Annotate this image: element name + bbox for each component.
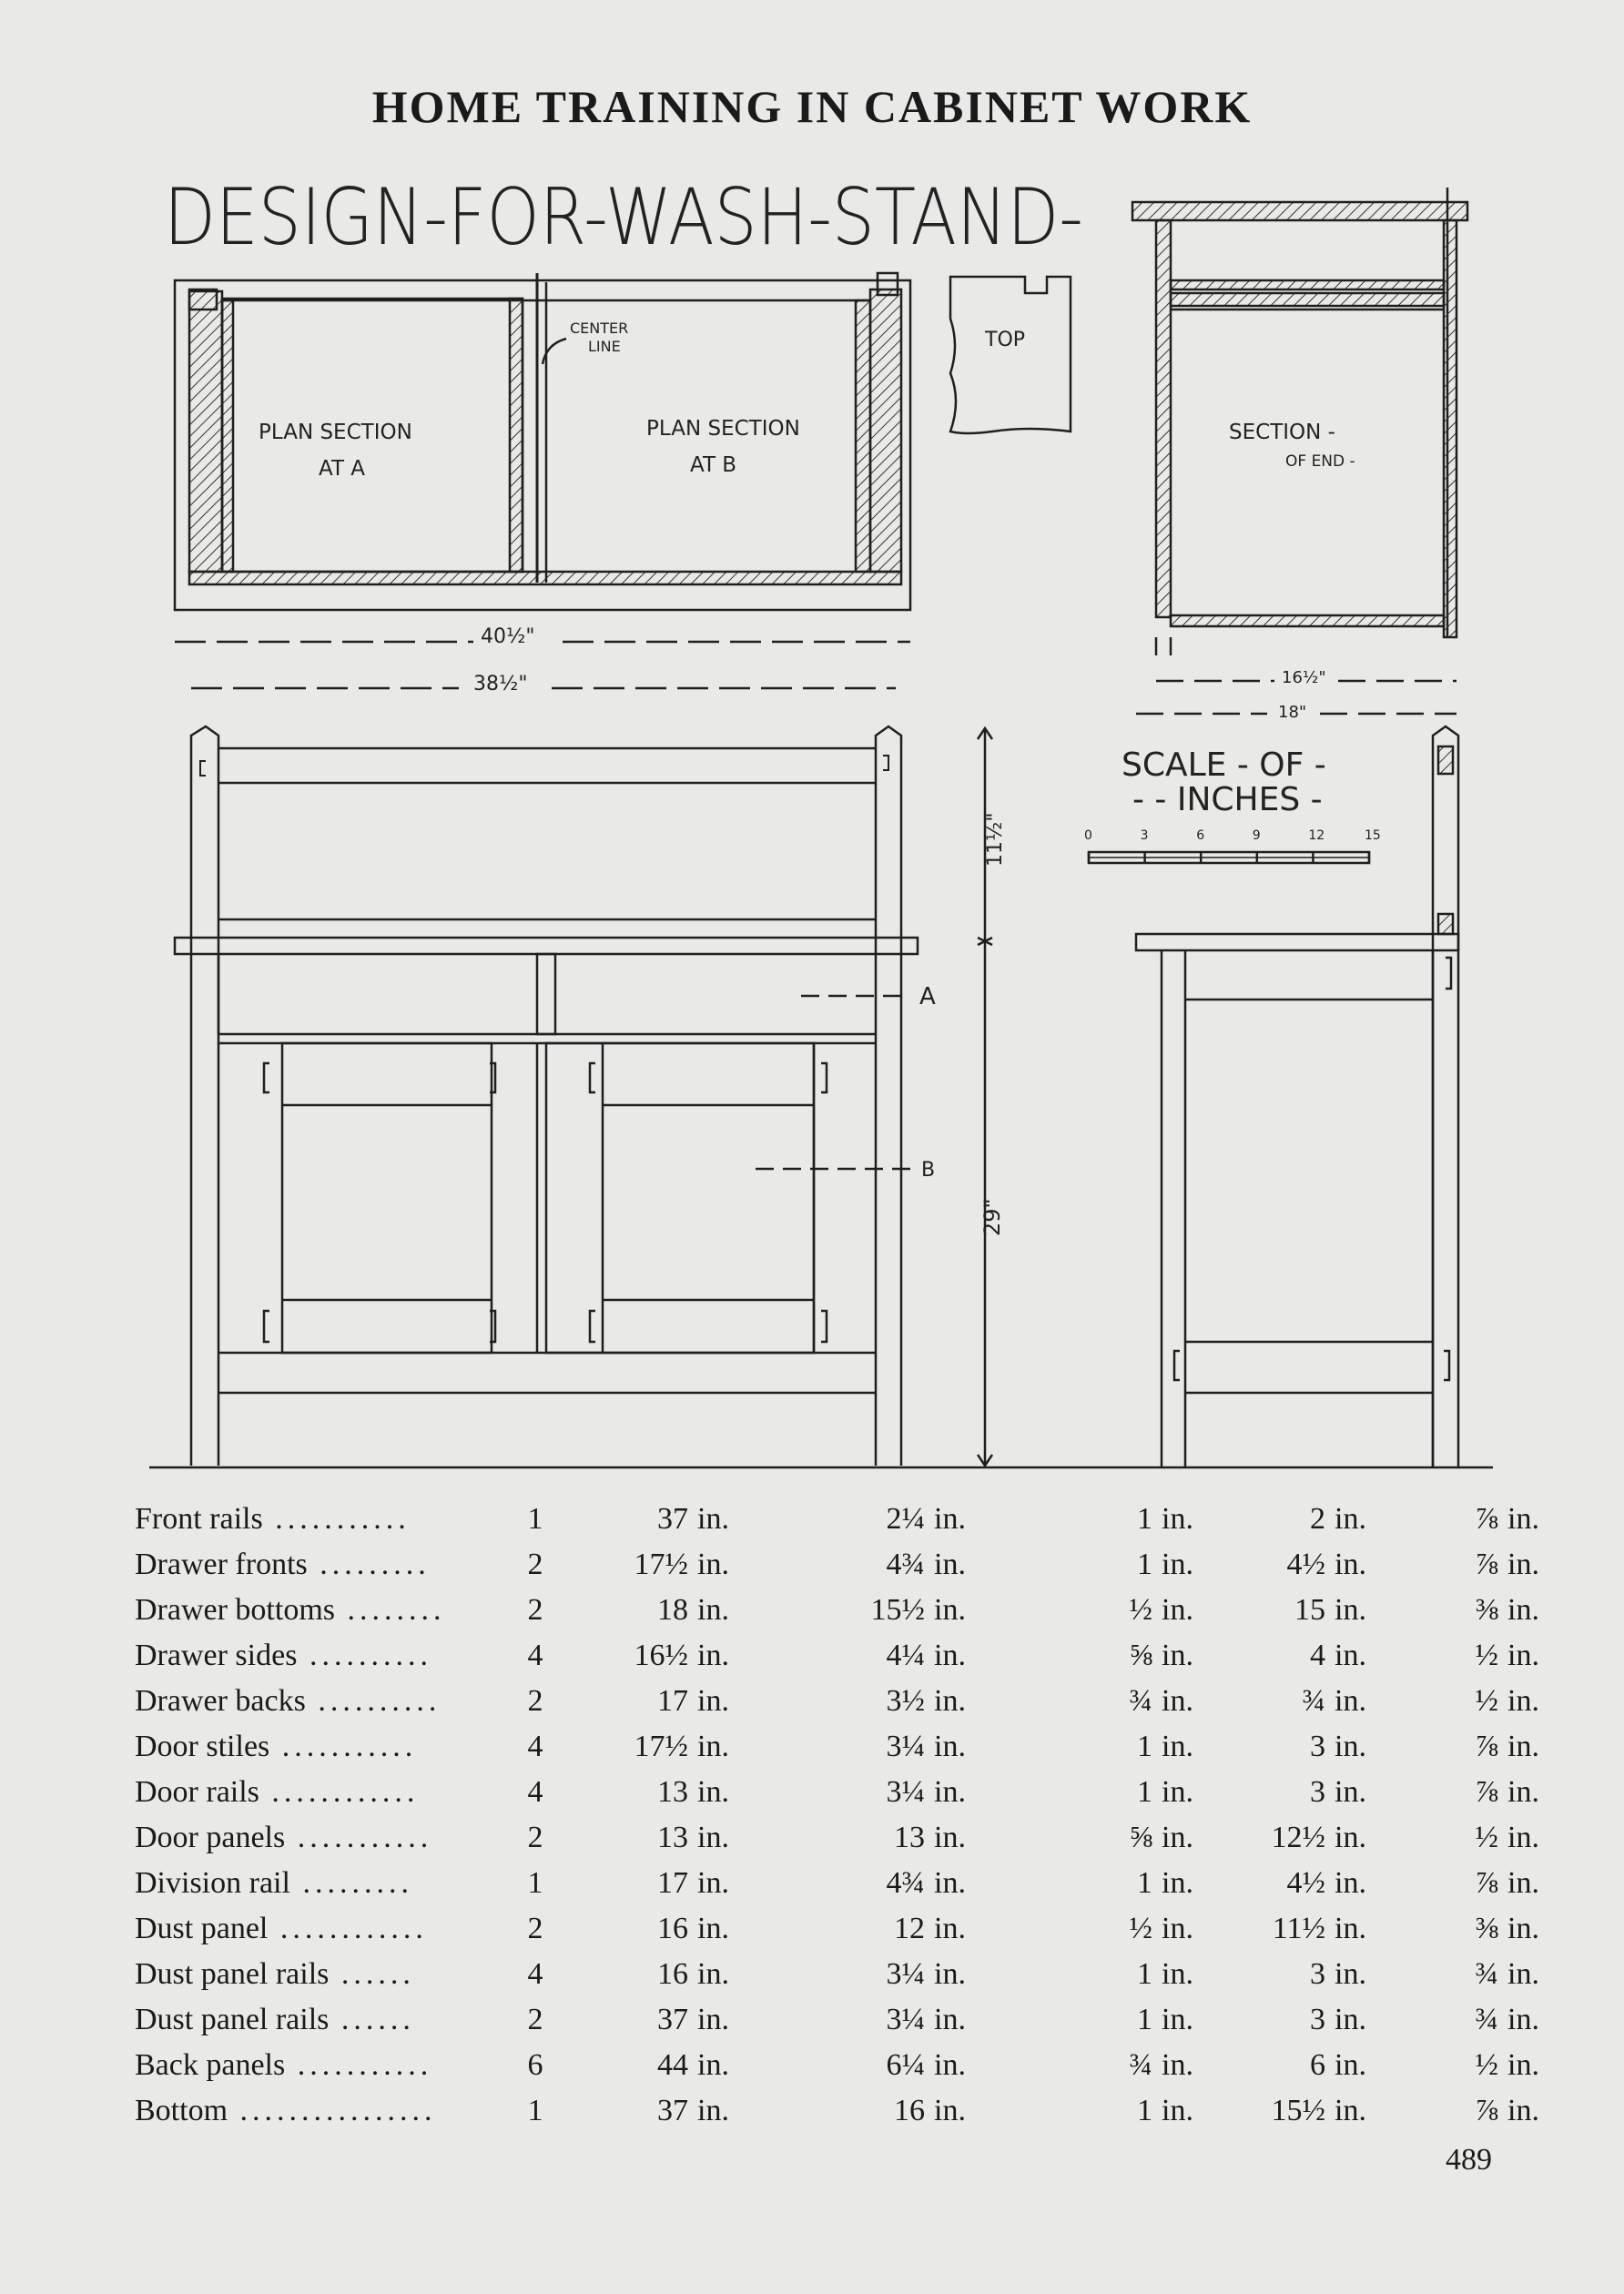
spacer: [553, 1861, 608, 1906]
unit-label: in.: [934, 1502, 966, 1536]
unit-label: in.: [697, 1821, 729, 1854]
part-thickness: 1: [1137, 1502, 1152, 1536]
section-label-sub: OF END -: [1285, 452, 1355, 471]
center-line-label-2: LINE: [588, 338, 621, 355]
unit-label: in.: [934, 1548, 966, 1581]
table-row: [135, 1997, 1562, 2043]
part-length: 37: [657, 2094, 688, 2127]
part-thickness: 1: [1137, 1957, 1152, 1991]
part-width: 6¼: [886, 2048, 925, 2082]
parts-table: [135, 1497, 1562, 2134]
part-name-text: Door panels: [135, 1821, 286, 1854]
part-qty: 1: [527, 2094, 543, 2127]
unit-label: in.: [697, 1639, 729, 1672]
part-name-text: Drawer backs: [135, 1684, 306, 1718]
section-label: SECTION -: [1229, 421, 1335, 444]
part-thickness: ⅝: [1129, 1821, 1152, 1854]
spacer: [553, 1724, 608, 1770]
part-finished-thickness: ⅞: [1475, 1548, 1498, 1581]
part-name: [135, 1815, 517, 1861]
part-name-text: Door stiles: [135, 1730, 270, 1763]
unit-label: in.: [1335, 2048, 1366, 2082]
spacer: [553, 1952, 608, 1997]
part-thickness: ½: [1129, 1912, 1152, 1945]
unit-label: in.: [1335, 1775, 1366, 1809]
unit-label: in.: [1507, 1639, 1539, 1672]
part-name-text: Bottom: [135, 2094, 228, 2127]
part-name: [135, 1497, 517, 1542]
part-finished-width: 15½: [1271, 2094, 1325, 2127]
part-name-text: Drawer fronts: [135, 1548, 308, 1581]
unit-label: in.: [934, 1639, 966, 1672]
part-qty: 2: [527, 2003, 543, 2036]
part-name: [135, 2043, 517, 2088]
unit-label: in.: [934, 1866, 966, 1900]
leader-dots: ...........: [262, 1502, 411, 1536]
part-length: 16: [657, 1957, 688, 1991]
part-width: 2¼: [886, 1502, 925, 1536]
unit-label: in.: [1507, 1684, 1539, 1718]
dim-40-half: 40½": [481, 625, 535, 648]
unit-label: in.: [697, 1684, 729, 1718]
part-name: [135, 1906, 517, 1952]
leader-dots: ............: [259, 1775, 420, 1809]
part-qty: 2: [527, 1912, 543, 1945]
unit-label: in.: [1335, 1593, 1366, 1627]
marker-a: A: [919, 983, 936, 1010]
unit-label: in.: [1335, 1684, 1366, 1718]
part-name: [135, 1952, 517, 1997]
table-row: [135, 1633, 1562, 1679]
dim-11-half: 11½": [984, 812, 1007, 867]
part-name-text: Drawer bottoms: [135, 1593, 336, 1627]
unit-label: in.: [1507, 1821, 1539, 1854]
table-row: [135, 1588, 1562, 1633]
part-finished-width: 3: [1310, 1775, 1325, 1809]
unit-label: in.: [697, 1957, 729, 1991]
unit-label: in.: [697, 1912, 729, 1945]
part-width: 16: [894, 2094, 925, 2127]
leader-dots: ...........: [285, 1821, 433, 1854]
part-name-text: Dust panel rails: [135, 1957, 330, 1991]
part-width: 3¼: [886, 2003, 925, 2036]
scale-tick-label: 9: [1252, 828, 1261, 843]
unit-label: in.: [1335, 1548, 1366, 1581]
part-finished-thickness: ⅞: [1475, 2094, 1498, 2127]
plan-section: [175, 273, 910, 610]
part-length: 16: [657, 1912, 688, 1945]
table-row: [135, 1906, 1562, 1952]
unit-label: in.: [1507, 2048, 1539, 2082]
unit-label: in.: [1507, 1730, 1539, 1763]
dim-16-half: 16½": [1282, 668, 1326, 687]
unit-label: in.: [934, 1593, 966, 1627]
part-finished-width: 3: [1310, 2003, 1325, 2036]
top-label: TOP: [985, 329, 1026, 351]
page-number: 489: [1446, 2143, 1492, 2177]
table-row: [135, 1497, 1562, 1542]
unit-label: in.: [934, 1684, 966, 1718]
part-length: 13: [657, 1775, 688, 1809]
unit-label: in.: [697, 1730, 729, 1763]
part-finished-thickness: ⅞: [1475, 1775, 1498, 1809]
leader-dots: ..........: [297, 1639, 432, 1672]
unit-label: in.: [1335, 2003, 1366, 2036]
plan-dimensions: [175, 642, 910, 688]
part-finished-thickness: ½: [1475, 1821, 1498, 1854]
plan-section-b-sub: AT B: [690, 453, 737, 477]
part-name-text: Dust panel rails: [135, 2003, 330, 2036]
unit-label: in.: [1507, 1593, 1539, 1627]
leader-dots: ...........: [269, 1730, 418, 1763]
leader-dots: ......: [329, 2003, 415, 2036]
plan-section-a-label: PLAN SECTION: [259, 421, 412, 444]
plan-section-a-sub: AT A: [319, 457, 366, 481]
part-finished-width: 6: [1310, 2048, 1325, 2082]
unit-label: in.: [1335, 2094, 1366, 2127]
part-length: 13: [657, 1821, 688, 1854]
unit-label: in.: [1162, 1593, 1193, 1627]
marker-b: B: [921, 1159, 936, 1182]
part-finished-width: 4½: [1286, 1548, 1325, 1581]
part-name: [135, 1588, 517, 1633]
unit-label: in.: [1335, 1821, 1366, 1854]
plan-section-b-label: PLAN SECTION: [646, 417, 800, 441]
table-row: [135, 1679, 1562, 1724]
part-width: 4¾: [886, 1866, 925, 1900]
part-thickness: 1: [1137, 1866, 1152, 1900]
unit-label: in.: [1507, 1502, 1539, 1536]
unit-label: in.: [1335, 1912, 1366, 1945]
part-name: [135, 1542, 517, 1588]
spacer: [553, 2043, 608, 2088]
unit-label: in.: [1162, 1730, 1193, 1763]
part-finished-width: 3: [1310, 1730, 1325, 1763]
part-thickness: 1: [1137, 1775, 1152, 1809]
part-finished-width: ¾: [1302, 1684, 1325, 1718]
center-line-label: CENTER: [570, 320, 629, 337]
part-thickness: 1: [1137, 1548, 1152, 1581]
running-head: HOME TRAINING IN CABINET WORK: [371, 81, 1253, 132]
part-name-text: Dust panel: [135, 1912, 269, 1945]
unit-label: in.: [697, 1866, 729, 1900]
scale-tick-label: 6: [1196, 828, 1205, 843]
table-row: [135, 1861, 1562, 1906]
unit-label: in.: [1335, 1866, 1366, 1900]
leader-dots: ..........: [305, 1684, 442, 1718]
leader-dots: ...........: [285, 2048, 433, 2082]
unit-label: in.: [1162, 2003, 1193, 2036]
part-length: 44: [657, 2048, 688, 2082]
part-name-text: Door rails: [135, 1775, 259, 1809]
part-length: 18: [657, 1593, 688, 1627]
part-name-text: Front rails: [135, 1502, 263, 1536]
scale-title-2: - - INCHES -: [1132, 781, 1323, 818]
part-finished-thickness: ⅞: [1475, 1502, 1498, 1536]
scale-tick-label: 12: [1308, 828, 1325, 843]
part-qty: 2: [527, 1593, 543, 1627]
unit-label: in.: [934, 1957, 966, 1991]
unit-label: in.: [1507, 2094, 1539, 2127]
unit-label: in.: [697, 1502, 729, 1536]
part-qty: 1: [527, 1502, 543, 1536]
unit-label: in.: [1507, 1957, 1539, 1991]
part-qty: 4: [527, 1775, 543, 1809]
unit-label: in.: [934, 1730, 966, 1763]
part-length: 37: [657, 1502, 688, 1536]
part-name-text: Drawer sides: [135, 1639, 298, 1672]
spacer: [553, 1770, 608, 1815]
spacer: [553, 1679, 608, 1724]
table-row: [135, 2043, 1562, 2088]
part-name-text: Division rail: [135, 1866, 290, 1900]
part-width: 12: [894, 1912, 925, 1945]
dim-29: 29": [979, 1198, 1005, 1236]
table-row: [135, 1815, 1562, 1861]
unit-label: in.: [1162, 1639, 1193, 1672]
part-qty: 4: [527, 1639, 543, 1672]
spacer: [553, 1588, 608, 1633]
part-qty: 6: [527, 2048, 543, 2082]
spacer: [553, 2088, 608, 2134]
part-name: [135, 2088, 517, 2134]
part-name: [135, 1997, 517, 2043]
part-finished-thickness: ⅞: [1475, 1730, 1498, 1763]
unit-label: in.: [1162, 2048, 1193, 2082]
unit-label: in.: [697, 1593, 729, 1627]
unit-label: in.: [1162, 1957, 1193, 1991]
part-qty: 4: [527, 1730, 543, 1763]
part-name: [135, 1633, 517, 1679]
part-length: 37: [657, 2003, 688, 2036]
unit-label: in.: [1162, 2094, 1193, 2127]
part-thickness: 1: [1137, 2003, 1152, 2036]
table-row: [135, 1952, 1562, 1997]
unit-label: in.: [697, 2003, 729, 2036]
spacer: [553, 1815, 608, 1861]
table-row: [135, 1770, 1562, 1815]
part-finished-thickness: ½: [1475, 1684, 1498, 1718]
part-finished-width: 4: [1310, 1639, 1325, 1672]
leader-dots: ........: [335, 1593, 446, 1627]
part-length: 17: [657, 1684, 688, 1718]
part-thickness: ½: [1129, 1593, 1152, 1627]
part-thickness: ¾: [1129, 1684, 1152, 1718]
part-name: [135, 1770, 517, 1815]
unit-label: in.: [1335, 1502, 1366, 1536]
part-finished-width: 15: [1294, 1593, 1325, 1627]
part-finished-width: 3: [1310, 1957, 1325, 1991]
scale-tick-label: 0: [1084, 828, 1092, 843]
part-width: 4¼: [886, 1639, 925, 1672]
unit-label: in.: [934, 1775, 966, 1809]
unit-label: in.: [697, 2048, 729, 2082]
part-finished-thickness: ¾: [1475, 1957, 1498, 1991]
table-row: [135, 2088, 1562, 2134]
part-thickness: ¾: [1129, 2048, 1152, 2082]
unit-label: in.: [934, 1821, 966, 1854]
spacer: [553, 1997, 608, 2043]
unit-label: in.: [1162, 1775, 1193, 1809]
top-detail: [950, 277, 1071, 433]
part-qty: 1: [527, 1866, 543, 1900]
unit-label: in.: [1507, 1548, 1539, 1581]
unit-label: in.: [1335, 1730, 1366, 1763]
part-name: [135, 1724, 517, 1770]
part-width: 3¼: [886, 1775, 925, 1809]
dim-38-half: 38½": [473, 673, 528, 695]
part-name-text: Back panels: [135, 2048, 286, 2082]
part-width: 3¼: [886, 1957, 925, 1991]
drawing-title: DESIGN-FOR-WASH-STAND-: [164, 172, 1083, 263]
front-elevation: [149, 726, 1493, 1467]
part-width: 4¾: [886, 1548, 925, 1581]
unit-label: in.: [1162, 1502, 1193, 1536]
spacer: [553, 1497, 608, 1542]
part-width: 15½: [870, 1593, 925, 1627]
part-width: 3½: [886, 1684, 925, 1718]
table-row: [135, 1542, 1562, 1588]
leader-dots: .........: [289, 1866, 413, 1900]
scale-of-inches: [1084, 746, 1381, 863]
part-finished-thickness: ⅜: [1475, 1912, 1498, 1945]
unit-label: in.: [934, 2003, 966, 2036]
unit-label: in.: [934, 2048, 966, 2082]
spacer: [553, 1906, 608, 1952]
unit-label: in.: [1507, 1775, 1539, 1809]
part-qty: 2: [527, 1684, 543, 1718]
part-finished-width: 12½: [1271, 1821, 1325, 1854]
part-width: 13: [894, 1821, 925, 1854]
part-qty: 2: [527, 1548, 543, 1581]
part-finished-thickness: ½: [1475, 1639, 1498, 1672]
unit-label: in.: [1162, 1684, 1193, 1718]
part-finished-thickness: ½: [1475, 2048, 1498, 2082]
unit-label: in.: [1335, 1639, 1366, 1672]
part-length: 17: [657, 1866, 688, 1900]
spacer: [553, 1633, 608, 1679]
leader-dots: ......: [329, 1957, 415, 1991]
leader-dots: .........: [307, 1548, 431, 1581]
part-width: 3¼: [886, 1730, 925, 1763]
unit-label: in.: [1507, 2003, 1539, 2036]
part-finished-width: 2: [1310, 1502, 1325, 1536]
part-thickness: 1: [1137, 1730, 1152, 1763]
part-qty: 4: [527, 1957, 543, 1991]
part-thickness: 1: [1137, 2094, 1152, 2127]
part-finished-thickness: ⅜: [1475, 1593, 1498, 1627]
unit-label: in.: [697, 2094, 729, 2127]
part-thickness: ⅝: [1129, 1639, 1152, 1672]
part-finished-width: 11½: [1272, 1912, 1325, 1945]
unit-label: in.: [1162, 1866, 1193, 1900]
part-name: [135, 1679, 517, 1724]
unit-label: in.: [934, 1912, 966, 1945]
unit-label: in.: [697, 1775, 729, 1809]
unit-label: in.: [697, 1548, 729, 1581]
leader-dots: ............: [268, 1912, 428, 1945]
unit-label: in.: [1162, 1548, 1193, 1581]
leader-dots: ................: [228, 2094, 437, 2127]
part-length: 17½: [634, 1548, 688, 1581]
spacer: [553, 1542, 608, 1588]
table-row: [135, 1724, 1562, 1770]
unit-label: in.: [1507, 1912, 1539, 1945]
scale-tick-label: 3: [1140, 828, 1149, 843]
section-of-end: [1132, 188, 1467, 655]
unit-label: in.: [1507, 1866, 1539, 1900]
part-finished-thickness: ⅞: [1475, 1866, 1498, 1900]
unit-label: in.: [1162, 1821, 1193, 1854]
scale-title: SCALE - OF -: [1122, 746, 1326, 784]
part-qty: 2: [527, 1821, 543, 1854]
unit-label: in.: [1335, 1957, 1366, 1991]
dim-18: 18": [1278, 703, 1307, 722]
scale-tick-label: 15: [1365, 828, 1381, 843]
unit-label: in.: [1162, 1912, 1193, 1945]
part-name: [135, 1861, 517, 1906]
part-finished-thickness: ¾: [1475, 2003, 1498, 2036]
part-finished-width: 4½: [1286, 1866, 1325, 1900]
side-elevation: [1136, 726, 1458, 1467]
unit-label: in.: [934, 2094, 966, 2127]
part-length: 16½: [634, 1639, 688, 1672]
part-length: 17½: [634, 1730, 688, 1763]
